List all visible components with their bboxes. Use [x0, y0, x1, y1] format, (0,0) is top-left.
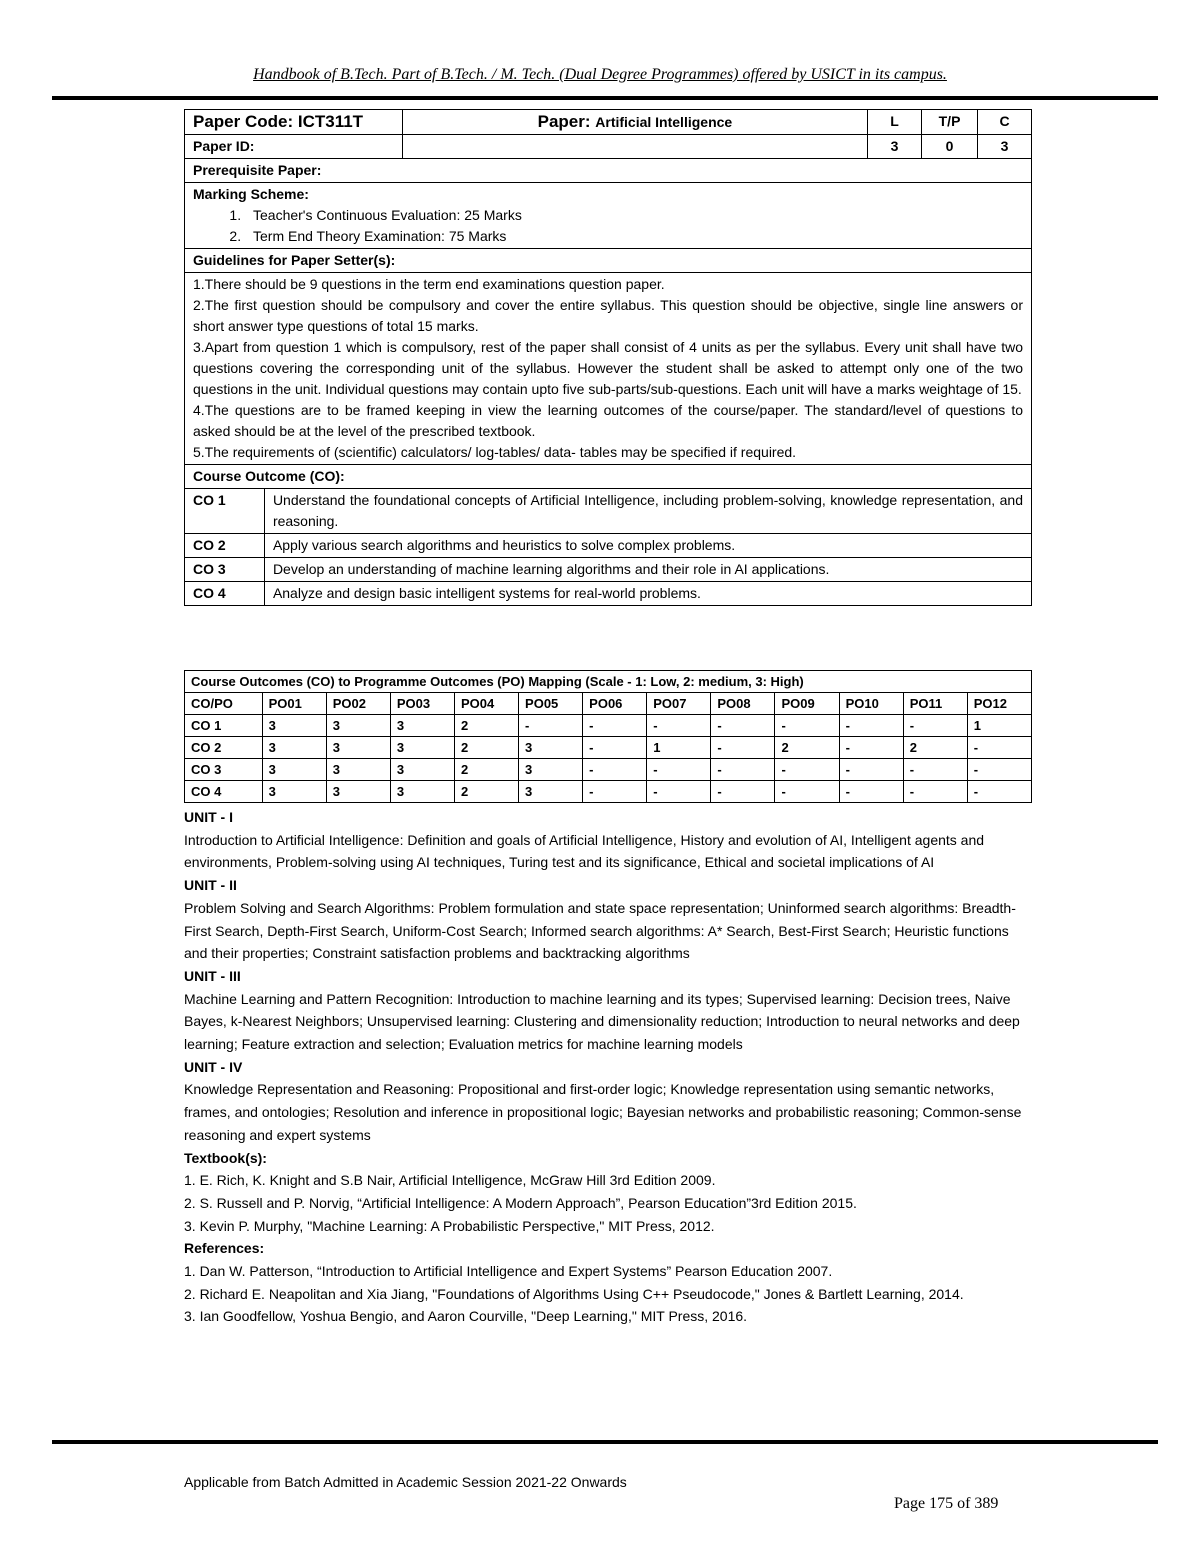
mapping-cell: 2 [454, 737, 518, 759]
mapping-cell: 2 [903, 737, 967, 759]
reference-item: 1. Dan W. Patterson, “Introduction to Artificial Intelligence and Expert Systems” Pearson Education 2007. [184, 1263, 833, 1280]
col-l: L [868, 110, 922, 135]
mapping-cell: - [775, 759, 839, 781]
mapping-header: PO03 [390, 693, 454, 715]
val-l: 3 [868, 135, 922, 159]
mapping-cell: 3 [519, 781, 583, 803]
mapping-cell: 3 [390, 781, 454, 803]
mapping-title: Course Outcomes (CO) to Programme Outcomes (PO) Mapping (Scale - 1: Low, 2: medium, 3: High) [185, 671, 1032, 693]
val-tp: 0 [922, 135, 978, 159]
mapping-cell: 3 [262, 737, 326, 759]
mapping-cell: - [583, 781, 647, 803]
unit-text: Knowledge Representation and Reasoning: Propositional and first-order logic; Knowledge representation using semantic networks, frames, and ontologies; Resolution and inference in propositional logic; Bayesian networks and probabilistic reasoning; Common-sense reasoning and expert systems [184, 1081, 1022, 1143]
paper-label: Paper: [537, 112, 596, 131]
mapping-header-row [185, 693, 1032, 715]
marking-item: 2. Term End Theory Examination: 75 Marks [245, 226, 1023, 247]
co-id: CO 2 [185, 534, 265, 558]
mapping-header: PO06 [583, 693, 647, 715]
mapping-cell: CO 2 [185, 737, 263, 759]
mapping-cell: 3 [326, 781, 390, 803]
marking-item: 1. Teacher's Continuous Evaluation: 25 Marks [245, 205, 1023, 226]
mapping-header: PO08 [711, 693, 775, 715]
page-number: Page 175 of 389 [894, 1495, 999, 1512]
mapping-row [185, 737, 1032, 759]
mapping-cell: - [583, 759, 647, 781]
mapping-row [185, 781, 1032, 803]
co-text: Understand the foundational concepts of Artificial Intelligence, including problem-solving, knowledge representation, and reasoning. [264, 489, 1031, 534]
mapping-cell: CO 1 [185, 715, 263, 737]
mapping-cell: - [903, 759, 967, 781]
paper-code-row [185, 110, 1032, 135]
mapping-cell: - [775, 715, 839, 737]
mapping-cell: - [519, 715, 583, 737]
unit-text: Introduction to Artificial Intelligence: Definition and goals of Artificial Intelligence, History and evolution of AI, Intelligent agents and environments, Problem-solving using AI techniques, Turing test and its significance, Ethical and societal implications of AI [184, 831, 985, 871]
mapping-cell: CO 3 [185, 759, 263, 781]
marking-list [193, 205, 1023, 247]
guideline-item: 2.The first question should be compulsory and cover the entire syllabus. This question should be objective, single line answers or short answer type questions of total 15 marks. [193, 297, 1023, 334]
mapping-cell: 3 [262, 759, 326, 781]
co-text: Apply various search algorithms and heuristics to solve complex problems. [264, 534, 1031, 558]
references-title: References: [184, 1240, 265, 1257]
mapping-cell: - [647, 759, 711, 781]
mapping-cell: - [903, 715, 967, 737]
paper-id: Paper ID: [185, 135, 403, 159]
course-outcome-title: Course Outcome (CO): [185, 465, 1032, 489]
unit-title: UNIT - III [184, 967, 241, 984]
paper-id-row [185, 135, 1032, 159]
paper-info-table [184, 109, 1032, 606]
mapping-row [185, 715, 1032, 737]
guidelines [185, 273, 1032, 465]
co-id: CO 1 [185, 489, 265, 534]
co-po-mapping-table [184, 670, 1032, 803]
guidelines-title: Guidelines for Paper Setter(s): [185, 249, 1032, 273]
mapping-cell: - [583, 715, 647, 737]
textbook-item: 2. S. Russell and P. Norvig, “Artificial Intelligence: A Modern Approach”, Pearson Education”3rd Edition 2015. [184, 1194, 857, 1211]
co-row [185, 582, 1032, 606]
co-text: Analyze and design basic intelligent systems for real-world problems. [264, 582, 1031, 606]
mapping-header: PO02 [326, 693, 390, 715]
mapping-cell: 3 [390, 715, 454, 737]
mapping-cell: - [583, 737, 647, 759]
mapping-cell: - [775, 781, 839, 803]
mapping-cell: 2 [454, 781, 518, 803]
mapping-header: PO07 [647, 693, 711, 715]
mapping-cell: - [711, 715, 775, 737]
mapping-cell: 3 [326, 737, 390, 759]
mapping-cell: 2 [454, 759, 518, 781]
mapping-cell: - [903, 781, 967, 803]
mapping-cell: - [647, 715, 711, 737]
paper-code: Paper Code: ICT311T [185, 110, 403, 135]
guideline-item: 5.The requirements of (scientific) calculators/ log-tables/ data- tables may be specified if required. [193, 444, 797, 460]
mapping-cell: - [839, 781, 903, 803]
textbook-item: 3. Kevin P. Murphy, "Machine Learning: A Probabilistic Perspective," MIT Press, 2012. [184, 1217, 715, 1234]
mapping-header: PO11 [903, 693, 967, 715]
co-text: Develop an understanding of machine learning algorithms and their role in AI applications. [264, 558, 1031, 582]
mapping-header: PO12 [967, 693, 1031, 715]
mapping-header: PO01 [262, 693, 326, 715]
mapping-cell: 3 [262, 715, 326, 737]
header-rule [52, 96, 1158, 100]
mapping-cell: - [839, 715, 903, 737]
mapping-header: PO10 [839, 693, 903, 715]
unit-title: UNIT - IV [184, 1058, 243, 1075]
mapping-cell: 3 [519, 759, 583, 781]
paper-title [402, 110, 867, 135]
mapping-cell: - [839, 737, 903, 759]
paper-name: Artificial Intelligence [595, 114, 733, 130]
mapping-cell: 2 [454, 715, 518, 737]
mapping-cell: 3 [390, 759, 454, 781]
mapping-cell: - [967, 781, 1031, 803]
mapping-cell: 2 [775, 737, 839, 759]
reference-item: 2. Richard E. Neapolitan and Xia Jiang, "Foundations of Algorithms Using C++ Pseudocode," Jones & Bartlett Learning, 2014. [184, 1285, 964, 1302]
mapping-row [185, 759, 1032, 781]
guideline-item: 1.There should be 9 questions in the term end examinations question paper. [193, 276, 665, 292]
mapping-cell: - [967, 759, 1031, 781]
unit-text: Machine Learning and Pattern Recognition: Introduction to machine learning and its types; Supervised learning: Decision trees, Naive Bayes, k-Nearest Neighbors; Unsupervised learning: Clustering and dimensionality reduction; Introduction to neural networks and deep learning; Feature extraction and selection; Evaluation metrics for machine learning models [184, 990, 1020, 1053]
mapping-header: PO04 [454, 693, 518, 715]
paper-id-value [402, 135, 867, 159]
co-row [185, 558, 1032, 582]
mapping-cell: 1 [647, 737, 711, 759]
page-header: Handbook of B.Tech. Part of B.Tech. / M. Tech. (Dual Degree Programmes) offered by USICT in its campus. [253, 66, 947, 83]
mapping-cell: - [711, 737, 775, 759]
mapping-cell: 3 [519, 737, 583, 759]
prerequisite: Prerequisite Paper: [185, 159, 1032, 183]
reference-item: 3. Ian Goodfellow, Yoshua Bengio, and Aaron Courville, "Deep Learning," MIT Press, 2016. [184, 1308, 748, 1325]
mapping-header: PO09 [775, 693, 839, 715]
unit-title: UNIT - I [184, 809, 233, 825]
mapping-cell: CO 4 [185, 781, 263, 803]
footer-rule [52, 1440, 1158, 1444]
co-id: CO 3 [185, 558, 265, 582]
footer-applicability: Applicable from Batch Admitted in Academic Session 2021-22 Onwards [184, 1474, 627, 1490]
mapping-cell: 1 [967, 715, 1031, 737]
co-row [185, 534, 1032, 558]
mapping-cell: - [711, 781, 775, 803]
syllabus [184, 806, 1034, 1328]
mapping-cell: 3 [326, 715, 390, 737]
mapping-cell: 3 [326, 759, 390, 781]
mapping-cell: - [967, 737, 1031, 759]
mapping-header: CO/PO [185, 693, 263, 715]
co-id: CO 4 [185, 582, 265, 606]
marking-title: Marking Scheme: [193, 186, 309, 202]
guideline-item: 4.The questions are to be framed keeping in view the learning outcomes of the course/paper. The standard/level of questions to asked should be at the level of the prescribed textbook. [193, 402, 1023, 439]
guideline-item: 3.Apart from question 1 which is compulsory, rest of the paper shall consist of 4 units as per the syllabus. Every unit shall have two questions covering the corresponding unit of the syllabus. However the student shall be asked to attempt only one of the two questions in the unit. Individual questions may contain upto five sub-parts/sub-questions. Each unit will have a marks weightage of 15. [193, 339, 1023, 397]
co-row [185, 489, 1032, 534]
mapping-cell: 3 [262, 781, 326, 803]
val-c: 3 [978, 135, 1032, 159]
mapping-cell: - [711, 759, 775, 781]
mapping-header: PO05 [519, 693, 583, 715]
mapping-cell: - [647, 781, 711, 803]
textbook-item: 1. E. Rich, K. Knight and S.B Nair, Artificial Intelligence, McGraw Hill 3rd Edition 2009. [184, 1172, 716, 1189]
textbooks-title: Textbook(s): [184, 1149, 267, 1166]
mapping-cell: - [839, 759, 903, 781]
col-c: C [978, 110, 1032, 135]
unit-text: Problem Solving and Search Algorithms: Problem formulation and state space representation; Uninformed search algorithms: Breadth-First Search, Depth-First Search, Uniform-Cost Search; Informed search algorithms: A* Search, Best-First Search; Heuristic functions and their properties; Constraint satisfaction problems and backtracking algorithms [184, 899, 1016, 962]
col-tp: T/P [922, 110, 978, 135]
unit-title: UNIT - II [184, 877, 237, 894]
mapping-cell: 3 [390, 737, 454, 759]
marking-scheme [185, 183, 1032, 249]
